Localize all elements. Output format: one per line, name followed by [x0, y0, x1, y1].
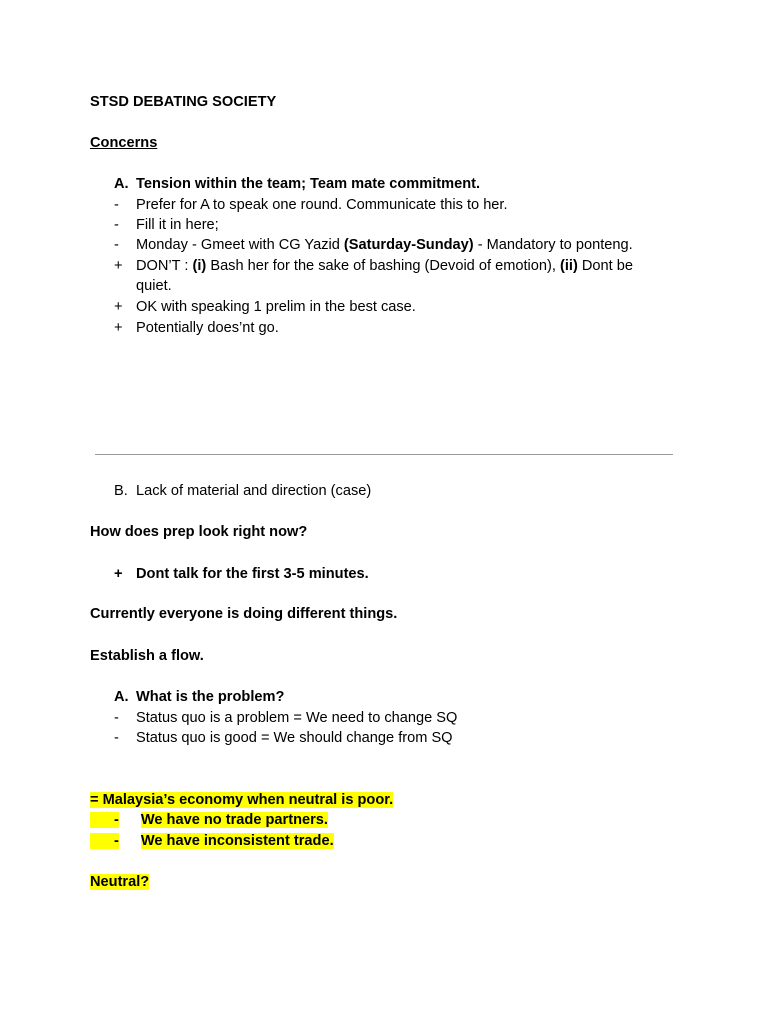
list-item: Prefer for A to speak one round. Communicate this to her. [136, 197, 508, 213]
problem-heading: What is the problem? [136, 689, 285, 705]
highlight: = Malaysia’s economy when neutral is poor. [90, 792, 394, 808]
list-item-bold: (Saturday-Sunday) [343, 237, 474, 253]
list-item: Fill it in here; [136, 217, 219, 233]
prep-question: How does prep look right now? [90, 524, 308, 540]
list-marker: + [114, 299, 123, 315]
list-marker: - [114, 710, 119, 726]
concerns-heading: Concerns [90, 135, 158, 151]
list-item [136, 235, 633, 255]
neutral-question [90, 872, 149, 892]
list-marker: - [114, 730, 119, 746]
establish-flow: Establish a flow. [90, 648, 204, 664]
highlighted-statement [90, 790, 393, 810]
list-item-text: We have inconsistent trade. [140, 833, 334, 849]
list-marker: - [90, 812, 119, 828]
list-item: OK with speaking 1 prelim in the best case. [136, 299, 416, 315]
list-item [136, 256, 633, 276]
list-item-text: - Mandatory to ponteng. [473, 237, 633, 253]
list-marker: - [114, 197, 119, 213]
list-item-bold: (ii) [559, 258, 578, 274]
list-marker: + [114, 566, 123, 582]
concern-b-title: Lack of material and direction (case) [136, 483, 372, 499]
list-item: Potentially does’nt go. [136, 320, 279, 336]
prep-tip: Dont talk for the first 3-5 minutes. [136, 566, 369, 582]
list-marker: - [90, 833, 119, 849]
list-item: Status quo is a problem = We need to change SQ [136, 710, 458, 726]
list-marker: B. [114, 483, 128, 499]
list-marker: - [114, 217, 119, 233]
prep-observation: Currently everyone is doing different things. [90, 606, 398, 622]
list-item-text: We have no trade partners. [140, 812, 328, 828]
list-item-text: Monday - Gmeet with CG Yazid [136, 237, 344, 253]
list-item: Status quo is good = We should change from SQ [136, 730, 453, 746]
list-marker: A. [114, 689, 129, 705]
list-item-bold: (i) [192, 258, 207, 274]
highlight: Neutral? [90, 874, 150, 890]
horizontal-divider [95, 454, 673, 455]
highlighted-list-item [90, 831, 334, 851]
highlighted-list-item [90, 810, 328, 830]
list-marker: + [114, 320, 123, 336]
list-item-continuation: quiet. [136, 278, 172, 294]
list-marker: - [114, 237, 119, 253]
list-item-text: Bash her for the sake of bashing (Devoid of emotion), [206, 258, 560, 274]
concern-a-title: Tension within the team; Team mate commitment. [136, 176, 481, 192]
list-marker: A. [114, 176, 129, 192]
list-item-text: DON’T : [136, 258, 193, 274]
document-title: STSD DEBATING SOCIETY [90, 94, 277, 110]
list-item-text: Dont be [577, 258, 633, 274]
list-marker: + [114, 258, 123, 274]
